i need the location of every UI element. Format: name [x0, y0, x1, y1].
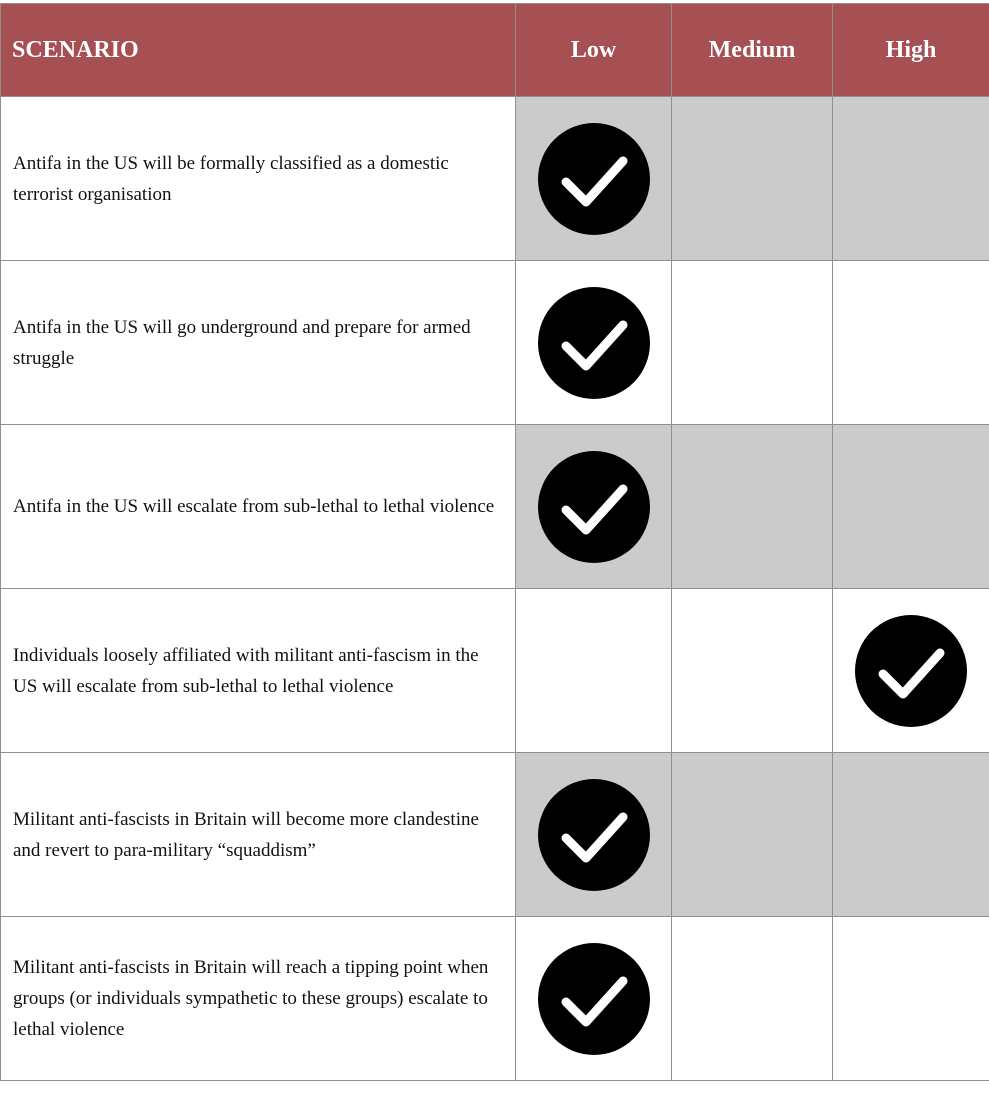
scenario-cell: Militant anti-fascists in Britain will become more clandestine and revert to para-military “squaddism” [1, 753, 516, 917]
table-row [1, 753, 989, 917]
rating-cell-medium [672, 917, 833, 1081]
scenario-cell: Antifa in the US will go underground and prepare for armed struggle [1, 261, 516, 425]
table-row [1, 261, 989, 425]
rating-cell-low [516, 753, 672, 917]
rating-cell-medium [672, 261, 833, 425]
rating-cell-high [833, 753, 989, 917]
scenario-risk-table [0, 3, 989, 1081]
check-circle-icon [855, 615, 967, 727]
rating-cell-high [833, 589, 989, 753]
table-row [1, 589, 989, 753]
scenario-cell: Antifa in the US will escalate from sub-lethal to lethal violence [1, 425, 516, 589]
rating-cell-medium [672, 753, 833, 917]
rating-cell-high [833, 97, 989, 261]
check-circle-icon [538, 123, 650, 235]
rating-cell-medium [672, 97, 833, 261]
rating-cell-low [516, 425, 672, 589]
rating-cell-high [833, 917, 989, 1081]
scenario-cell: Militant anti-fascists in Britain will reach a tipping point when groups (or individuals sympathetic to these groups) escalate to lethal violence [1, 917, 516, 1081]
scenario-cell: Individuals loosely affiliated with militant anti-fascism in the US will escalate from sub-lethal to lethal violence [1, 589, 516, 753]
scenario-cell: Antifa in the US will be formally classified as a domestic terrorist organisation [1, 97, 516, 261]
table-row [1, 425, 989, 589]
check-circle-icon [538, 287, 650, 399]
rating-cell-low [516, 261, 672, 425]
table-row [1, 97, 989, 261]
header-row [1, 4, 989, 97]
rating-cell-low [516, 589, 672, 753]
header-high: High [833, 4, 989, 97]
rating-cell-medium [672, 425, 833, 589]
rating-cell-low [516, 917, 672, 1081]
header-medium: Medium [672, 4, 833, 97]
rating-cell-medium [672, 589, 833, 753]
rating-cell-high [833, 261, 989, 425]
check-circle-icon [538, 779, 650, 891]
header-scenario: SCENARIO [1, 4, 516, 97]
table-row [1, 917, 989, 1081]
rating-cell-high [833, 425, 989, 589]
table-body [1, 97, 989, 1081]
header-low: Low [516, 4, 672, 97]
rating-cell-low [516, 97, 672, 261]
check-circle-icon [538, 943, 650, 1055]
check-circle-icon [538, 451, 650, 563]
